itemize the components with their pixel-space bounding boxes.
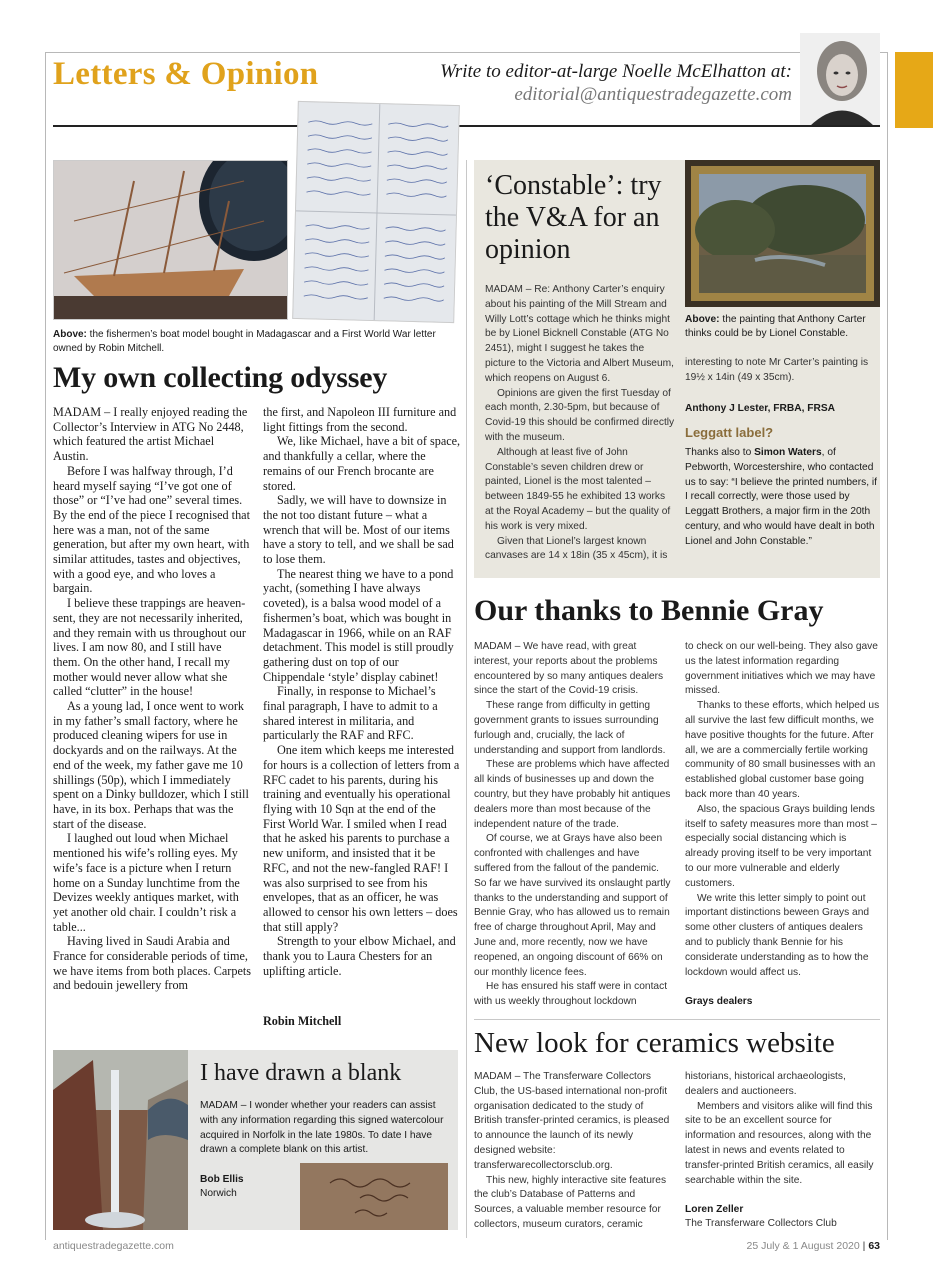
ceramics-org: The Transferware Collectors Club	[685, 1218, 837, 1229]
write-line: Write to editor-at-large Noelle McElhatton at:	[440, 61, 792, 82]
blank-place: Norwich	[200, 1188, 237, 1199]
paragraph: Having lived in Saudi Arabia and France for considerable periods of time, we have items from both places. Carpets and bedouin jewellery from	[53, 934, 251, 993]
footer-date: 25 July & 1 August 2020	[746, 1240, 860, 1252]
paragraph: Before I was halfway through, I’d heard myself saying “I’ve got one of those” or “I’ve had one” several times. By the end of the piece I recognised that here was a man, not of the same generation, but after my own heart, with similar attitudes, tastes and objectives, with a good eye, and who loves a bargain.	[53, 463, 250, 596]
blank-title: I have drawn a blank	[200, 1060, 402, 1086]
leggatt-text: Thanks also to	[685, 447, 755, 458]
paragraph: MADAM – We have read, with great interest, your reports about the problems encountered by so many antiques dealers since the start of the Covid-19 crisis.	[474, 641, 664, 697]
paragraph: He has ensured his staff were in contact with us weekly throughout lockdown	[474, 981, 668, 1008]
section-title: Letters & Opinion	[53, 56, 319, 92]
thanks-col-1	[474, 640, 672, 1010]
editor-portrait	[800, 33, 880, 126]
constable-body	[485, 283, 675, 564]
article-col-2	[263, 405, 461, 978]
constable-caption	[685, 313, 877, 341]
ceramics-signature: Loren Zeller	[685, 1204, 744, 1215]
caption-text: the fishermen’s boat model bought in Madagascar and a First World War letter owned by Robin Mitchell.	[53, 329, 436, 354]
header-rule	[53, 125, 880, 127]
paragraph: We, like Michael, have a bit of space, and thankfully a cellar, where the remains of our French brocante are stored.	[263, 434, 461, 493]
ceramics-title: New look for ceramics website	[474, 1027, 835, 1059]
ceramics-col-2	[685, 1070, 880, 1188]
paragraph: MADAM – Re: Anthony Carter’s enquiry about his painting of the Mill Stream and Willy Lott’s cottage which he thinks might be by Lionel Bicknell Constable (ATG No 2451), might I suggest he takes the picture to the Victoria and Albert Museum, which reopens on August 6.	[485, 284, 674, 384]
leggatt-text: , of Pebworth, Worcestershire, who contacted us to say: “I believe the printed numbers, if I recall correctly, were those used by Leggatt Brothers, a major firm in the 20th century, and who would have dealt in both Lionel and John Constable.”	[685, 447, 877, 547]
ceramics-col-1	[474, 1070, 672, 1233]
article-col-1	[53, 405, 251, 993]
paragraph: These are problems which have affected all kinds of businesses up and down the country, but they have probably hit antiques dealers more than most because of the independent nature of the trade.	[474, 759, 671, 830]
constable-continued: interesting to note Mr Carter’s painting is 19½ x 14in (49 x 35cm).	[685, 357, 869, 383]
write-to-editor	[420, 60, 792, 106]
blank-body: MADAM – I wonder whether your readers can assist with any information regarding this signed watercolour acquired in Norfolk in the late 1980s. To date I have drawn a complete blank on this artist.	[200, 1100, 444, 1156]
paragraph: Opinions are given the first Tuesday of each month, 2.30-5pm, but because of Covid-19 this should be confirmed directly with the museum.	[485, 387, 675, 443]
blank-signature: Bob Ellis	[200, 1174, 244, 1185]
paragraph: This new, highly interactive site features the club’s Database of Patterns and Sources, a valuable member resource for collectors, museum curators, ceramic	[474, 1174, 667, 1230]
thanks-col-2	[685, 640, 880, 980]
leggatt-subhead: Leggatt label?	[685, 425, 774, 440]
ww1-letter-photo	[292, 101, 460, 323]
section-tab	[895, 52, 933, 128]
paragraph: I laughed out loud when Michael mentioned his wife’s rolling eyes. My wife’s face is a picture when I return home on a Sunday lunchtime from the Devizes weekly antiques market, with yet another old chair. I couldn’t risk a table...	[53, 831, 240, 934]
paragraph: Strength to your elbow Michael, and thank you to Laura Chesters for an uplifting article.	[263, 934, 456, 978]
paragraph: the first, and Napoleon III furniture and light fittings from the second.	[263, 405, 457, 434]
paragraph: Members and visitors alike will find this site to be an excellent source for information and resources, along with the latest in news and events related to transfer-printed British ceramics, all easily searchable within the site.	[685, 1100, 874, 1186]
footer-date-page	[746, 1240, 880, 1252]
paragraph: historians, historical archaeologists, dealers and auctioneers.	[685, 1071, 846, 1097]
signature-detail-photo	[300, 1163, 448, 1230]
footer-sep: |	[862, 1240, 866, 1252]
thanks-signature: Grays dealers	[685, 996, 753, 1007]
article-title: My own collecting odyssey	[53, 361, 388, 394]
editor-email[interactable]: editorial@antiquestradegazette.com	[514, 84, 792, 105]
paragraph: Thanks to these efforts, which helped us all survive the last few difficult months, we have positive thoughts for the future. After all, we are a commercially fertile working community of 80 small businesses with an established global customer base going back more than 40 years.	[685, 700, 880, 800]
paragraph: MADAM – I really enjoyed reading the Collector’s Interview in ATG No 2448, which featured the artist Michael Austin.	[53, 405, 248, 464]
paragraph: to check on our well-being. They also gave us the latest information regarding government initiatives which we may have missed.	[685, 641, 878, 697]
caption-text: the painting that Anthony Carter thinks could be by Lionel Constable.	[685, 314, 866, 339]
paragraph: Finally, in response to Michael’s final paragraph, I have to admit to a shared interest in militaria, and particularly the RAF and RFC.	[263, 684, 438, 743]
paragraph: Also, the spacious Grays building lends itself to safety measures more than most – especially social distancing which is already proving itself to be very important to our more vulnerable and elderly customers.	[685, 803, 877, 889]
paragraph: Given that Lionel’s largest known canvases are 14 x 18in (35 x 45cm), it is	[485, 535, 668, 562]
footer-site[interactable]: antiquestradegazette.com	[53, 1240, 174, 1252]
constable-title: ‘Constable’: try the V&A for an opinion	[485, 170, 662, 265]
paragraph: Of course, we at Grays have also been confronted with challenges and have suffered from the fallout of the pandemic. So far we have survived its onslaught partly thanks to the understanding and support of Bennie Gray, who has allowed us to remain free of charge throughout April, May and June and, more recently, now we have reopened, an ongoing discount of 66% on our monthly licence fees.	[474, 833, 671, 978]
boat-letter-caption	[53, 328, 458, 356]
boat-model-photo	[53, 160, 288, 320]
page-number: 63	[868, 1240, 880, 1252]
section-rule	[474, 1019, 880, 1020]
constable-signature: Anthony J Lester, FRBA, FRSA	[685, 403, 835, 414]
paragraph: Although at least five of John Constable’s seven children drew or painted, Lionel is the most talented – between 1849-55 he exhibited 13 works at the Royal Academy – but the quality of his work is very mixed.	[485, 446, 671, 532]
paragraph: As a young lad, I once went to work in my father’s small factory, where he produced cleaning wipers for use in dockyards and on the railways. At the end of the week, my father gave me 10 shillings (50p), which I immediately spent on a Dinky bulldozer, which I still have, in its box. Perhaps that was the start of the disease.	[53, 699, 249, 831]
column-divider	[466, 160, 467, 1238]
paragraph: Sadly, we will have to downsize in the not too distant future – what a wrench that will be. Most of our items have a story to tell, and we shall be sad to lose them.	[263, 493, 454, 567]
leggatt-body	[685, 446, 877, 550]
paragraph: The nearest thing we have to a pond yacht, (something I have always coveted), is a balsa wood model of a fishermen’s boat, which was bought in Madagascar in 1966, while on an RAF detachment. This model is still proudly gathering dust on top of our Chippendale ‘style’ display cabinet!	[263, 566, 454, 684]
paragraph: One item which keeps me interested for hours is a collection of letters from a RFC cadet to his parents, during his training and eventually his operational flying with 10 Sqn at the end of the First World War. I smiled when I read that he asked his parents to purchase a new uniform, and insisted that it be RFC, and not the new-fangled RAF! I was also surprised to see from his envelopes, that as an officer, he was allowed to censor his own letters – does that still apply?	[263, 743, 460, 934]
waterfall-painting	[53, 1050, 188, 1230]
leggatt-name: Simon Waters	[754, 447, 822, 458]
paragraph: We write this letter simply to point out important distinctions beween Grays and some other clusters of antiques dealers and to publicly thank Bennie for his considerate understanding as to how the lockdown would affect us.	[685, 892, 870, 978]
constable-painting-photo	[685, 160, 880, 307]
caption-label: Above:	[685, 314, 720, 325]
caption-label: Above:	[53, 329, 87, 340]
article-signature: Robin Mitchell	[263, 1014, 342, 1028]
paragraph: MADAM – The Transferware Collectors Club, the US-based international non-profit organisation dedicated to the study of British transfer-printed ceramics, is pleased to announce the launch of its newly designed website: transferwarecollectorsclub.org.	[474, 1071, 670, 1171]
paragraph: These range from difficulty in getting government grants to issues surrounding furlough and, crucially, the lack of understanding and support from landlords.	[474, 700, 666, 756]
paragraph: I believe these trappings are heaven-sent, they are not necessarily inherited, and they remain with us throughout our lives. I am now 80, and I still have them. On the other hand, I recall my mother would never allow what she called “clutter” in the house!	[53, 596, 246, 699]
thanks-title: Our thanks to Bennie Gray	[474, 594, 824, 627]
